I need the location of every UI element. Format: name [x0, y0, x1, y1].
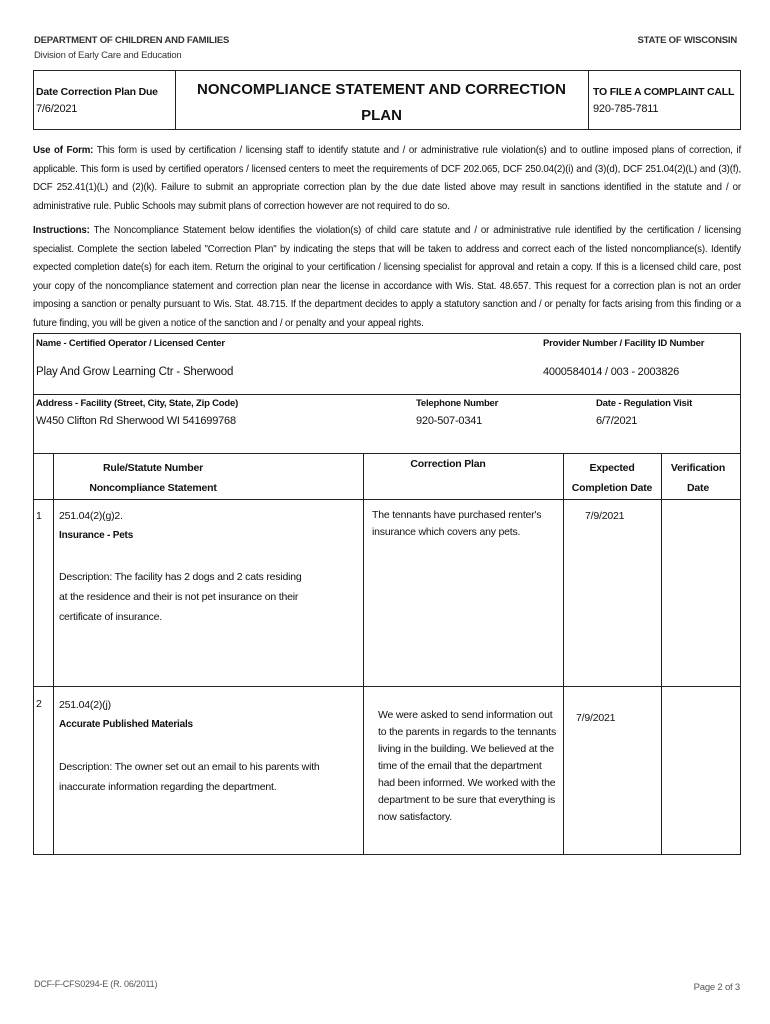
page-number: Page 2 of 3: [693, 982, 740, 993]
department-name: DEPARTMENT OF CHILDREN AND FAMILIES: [34, 35, 230, 46]
complaint-label: TO FILE A COMPLAINT CALL: [593, 86, 735, 98]
expected-completion-date: 7/9/2021: [576, 712, 616, 724]
visit-date-label: Date - Regulation Visit: [596, 398, 693, 409]
address-label: Address - Facility (Street, City, State, Zip Code): [36, 398, 239, 409]
use-of-form-paragraph: Use of Form: This form is used by certification / licensing staff to identify statute and / or administrative rule violation(s) and to outline imposed plans of correction, if applicable. This form is used by certified operators / licensed centers to meet the requirements of DCF 202.065, DCF 250.04(2)(i) and (3)(d), DCF 251.04(2)(L) and (3)(f), DCF 252.41(1)(L) and (2)(k). Failure to submit an appropriate correction plan by the due date listed above may result in sanctions identified in the statute and / or administrative rule. Public Schools may submit plans of correction however are not required to do so.: [33, 145, 742, 212]
form-id: DCF-F-CFS0294-E (R. 06/2011): [34, 979, 158, 989]
state-name: STATE OF WISCONSIN: [637, 35, 737, 46]
provider-name-value: Play And Grow Learning Ctr - Sherwood: [36, 366, 234, 378]
provider-id-label: Provider Number / Facility ID Number: [543, 338, 705, 349]
telephone-value: 920-507-0341: [416, 415, 483, 427]
due-date-value: 7/6/2021: [36, 103, 78, 115]
instructions-paragraph: Instructions: The Noncompliance Statement below identifies the violation(s) of child care statute and / or administrative rule identified by the certification / licensing specialist. Complete the section labeled "Correction Plan" by indicating the steps that will be taken to address and correct each of the listed noncompliance(s). Identify expected completion date(s) for each item. Return the original to your certification / licensing specialist for approval and retain a copy. If this is a licensed child care, post your copy of the noncompliance statement and correction plan near the license in accordance with Wis. Stat. 48.657. This request for a correction plan is not an order imposing a sanction or penalty pursuant to Wis. Stat. 48.715. If the department decides to apply a statutory sanction and / or penalty for facts arising from this finding or a future finding, you will be given a notice of the sanction and / or penalty and your appeal rights.: [33, 225, 741, 329]
expected-completion-date: 7/9/2021: [585, 510, 625, 522]
telephone-label: Telephone Number: [416, 398, 499, 409]
rule-number: 251.04(2)(j): [59, 699, 111, 711]
col-header-expected: Expected Completion Date: [571, 462, 653, 494]
rule-title: Insurance - Pets: [59, 530, 134, 541]
col-header-rule: Rule/Statute Number Noncompliance Statement: [89, 462, 217, 494]
form-title: NONCOMPLIANCE STATEMENT AND CORRECTION PLAN: [197, 81, 566, 124]
col-header-plan: Correction Plan: [410, 458, 486, 470]
correction-plan-text: We were asked to send information out to the parents in regards to the tennants living in the building. We believed at the time of the email that the department had been informed. We worked with the department to be sure that everything is now satisfactory.: [378, 709, 557, 823]
provider-id-value: 4000584014 / 003 - 2003826: [543, 366, 680, 378]
complaint-phone: 920-785-7811: [593, 103, 659, 115]
rule-title: Accurate Published Materials: [59, 719, 193, 730]
noncompliance-description: Description: The owner set out an email to his parents with inaccurate information regarding the department.: [59, 761, 320, 793]
row-number: 2: [36, 698, 42, 710]
due-date-label: Date Correction Plan Due: [36, 86, 158, 98]
rule-number: 251.04(2)(g)2.: [59, 510, 123, 522]
correction-plan-text: The tennants have purchased renter's insurance which covers any pets.: [372, 509, 542, 538]
noncompliance-description: Description: The facility has 2 dogs and 2 cats residing at the residence and their is not pet insurance on their certificate of insurance.: [59, 571, 302, 623]
division-name: Division of Early Care and Education: [34, 50, 182, 61]
visit-date-value: 6/7/2021: [596, 415, 638, 427]
row-number: 1: [36, 510, 42, 522]
provider-name-label: Name - Certified Operator / Licensed Center: [36, 338, 225, 349]
col-header-verification: Verification Date: [670, 462, 726, 494]
address-value: W450 Clifton Rd Sherwood WI 541699768: [36, 415, 236, 427]
